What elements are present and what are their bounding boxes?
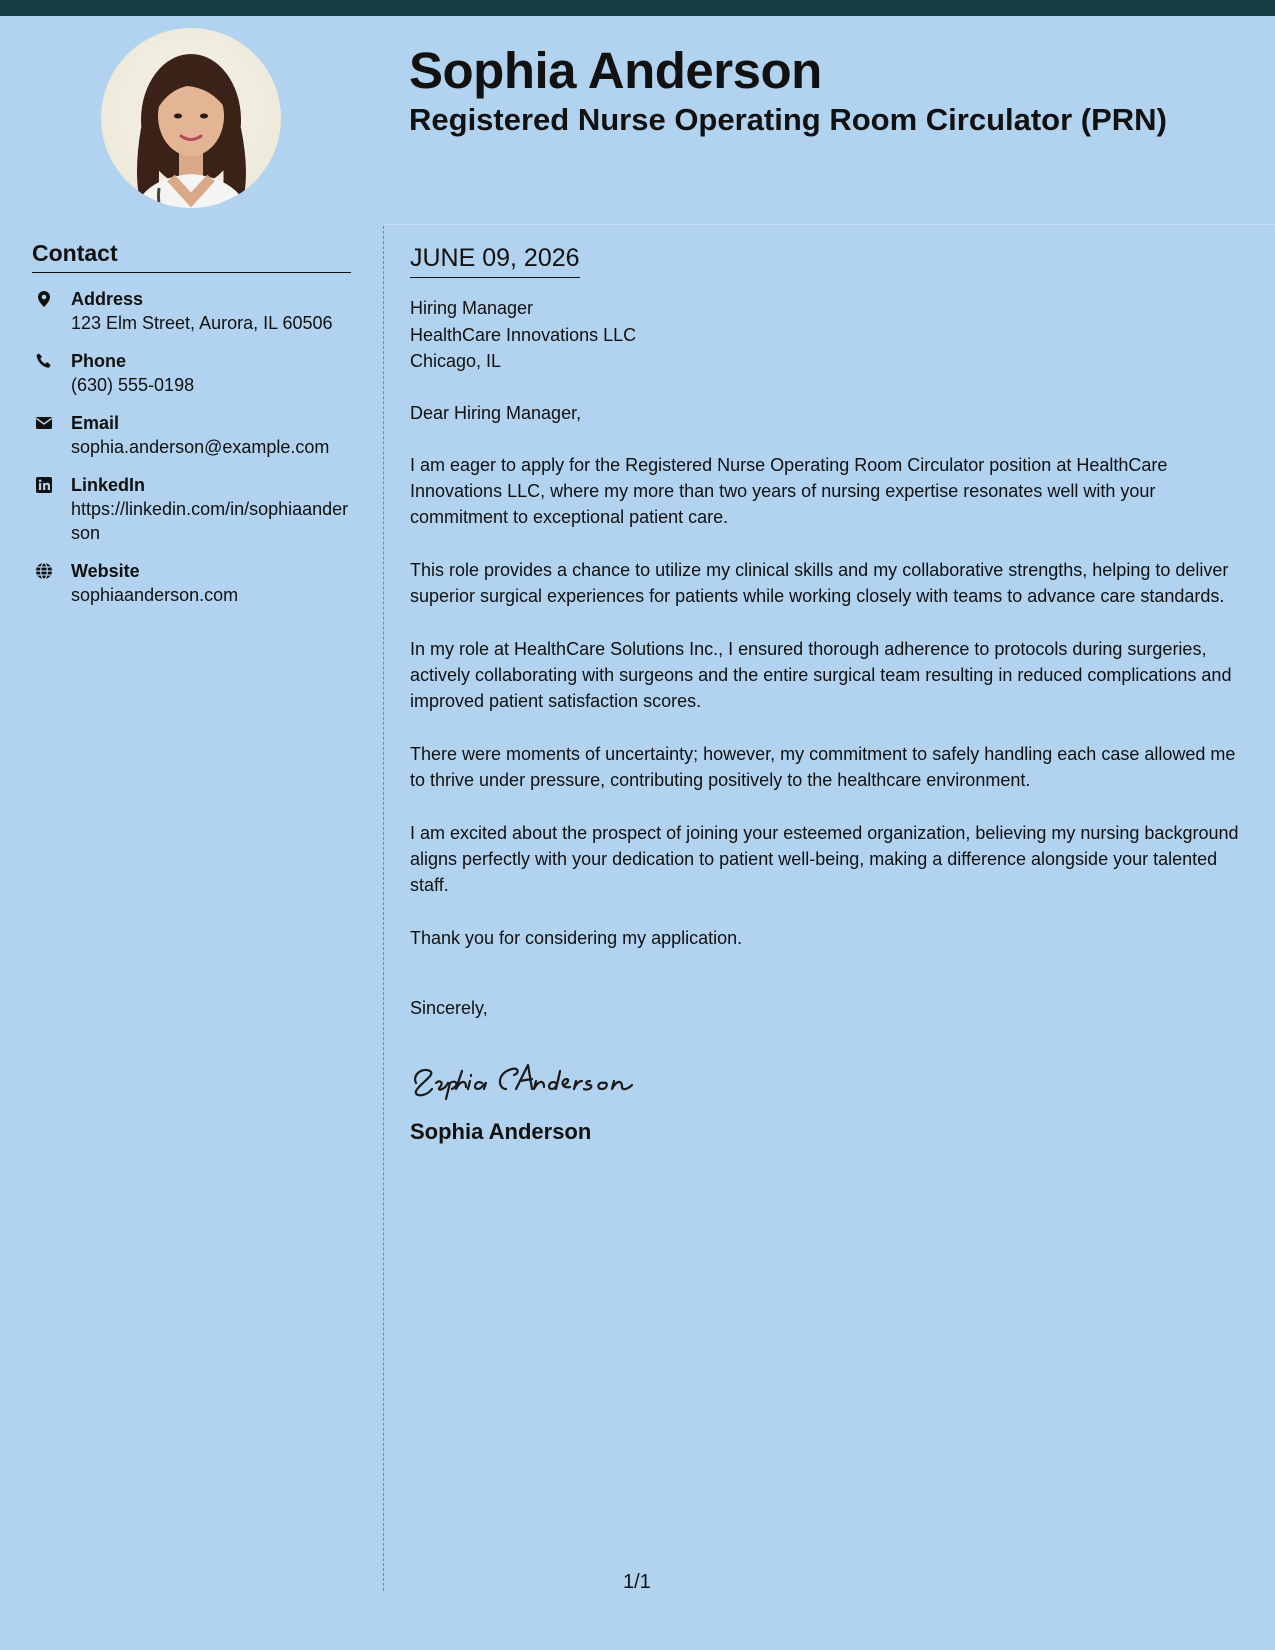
contact-label: Phone — [71, 350, 127, 371]
recipient-location: Chicago, IL — [410, 351, 502, 371]
header-divider — [384, 224, 1275, 225]
contact-sidebar — [32, 240, 351, 607]
phone-icon — [35, 352, 53, 370]
contact-heading: Contact — [32, 240, 351, 273]
contact-label: LinkedIn — [71, 474, 146, 495]
contact-address — [32, 287, 351, 335]
recipient-block — [410, 295, 1255, 375]
globe-icon — [35, 562, 53, 580]
closing: Sincerely, — [410, 998, 488, 1019]
contact-website — [32, 559, 351, 607]
letter-body — [410, 243, 1255, 1146]
phone-value[interactable]: (630) 555-0198 — [71, 374, 195, 395]
map-pin-icon — [35, 290, 53, 308]
linkedin-icon — [35, 476, 53, 494]
paragraph: Thank you for considering my application. — [410, 927, 743, 948]
contact-label: Website — [71, 560, 140, 581]
profile-photo — [101, 28, 281, 208]
letter-date: JUNE 09, 2026 — [410, 243, 580, 278]
contact-label: Email — [71, 412, 120, 433]
contact-label: Address — [71, 288, 144, 309]
recipient-name: Hiring Manager — [410, 298, 534, 318]
candidate-name: Sophia Anderson — [409, 42, 822, 99]
greeting: Dear Hiring Manager, — [410, 402, 582, 423]
contact-email — [32, 411, 351, 459]
linkedin-value[interactable]: https://linkedin.com/in/sophiaanderson — [71, 498, 349, 543]
recipient-company: HealthCare Innovations LLC — [410, 324, 637, 345]
paragraph: In my role at HealthCare Solutions Inc., I ensured thorough adherence to protocols during surgeries, actively collaborating with surgeons and the entire surgical team resulting in reduced complications and improved patient satisfaction scores. — [410, 638, 1232, 712]
paragraph: I am excited about the prospect of joining your esteemed organization, believing my nursing background aligns perfectly with your dedication to patient well-being, making a difference alongside your talented staff. — [410, 822, 1239, 896]
envelope-icon — [35, 414, 53, 432]
paragraph: There were moments of uncertainty; however, my commitment to safely handling each case allowed me to thrive under pressure, contributing positively to the healthcare environment. — [410, 743, 1236, 791]
website-value[interactable]: sophiaanderson.com — [71, 584, 239, 605]
email-value[interactable]: sophia.anderson@example.com — [71, 436, 330, 457]
contact-linkedin — [32, 473, 351, 545]
address-value: 123 Elm Street, Aurora, IL 60506 — [71, 312, 333, 333]
column-divider — [383, 226, 384, 1591]
top-bar — [0, 0, 1275, 16]
paragraph: I am eager to apply for the Registered Nurse Operating Room Circulator position at HealthCare Innovations LLC, where my more than two years of nursing expertise resonates well with your commitment to exceptional patient care. — [410, 454, 1168, 528]
paragraph: This role provides a chance to utilize my clinical skills and my collaborative strengths, helping to deliver superior surgical experiences for patients while working closely with teams to advance care standards. — [410, 559, 1229, 607]
contact-phone — [32, 349, 351, 397]
handwritten-signature — [410, 1053, 680, 1101]
signed-name: Sophia Anderson — [410, 1119, 592, 1145]
page-number: 1/1 — [623, 1571, 651, 1593]
job-title: Registered Nurse Operating Room Circulator (PRN) — [409, 102, 1167, 137]
